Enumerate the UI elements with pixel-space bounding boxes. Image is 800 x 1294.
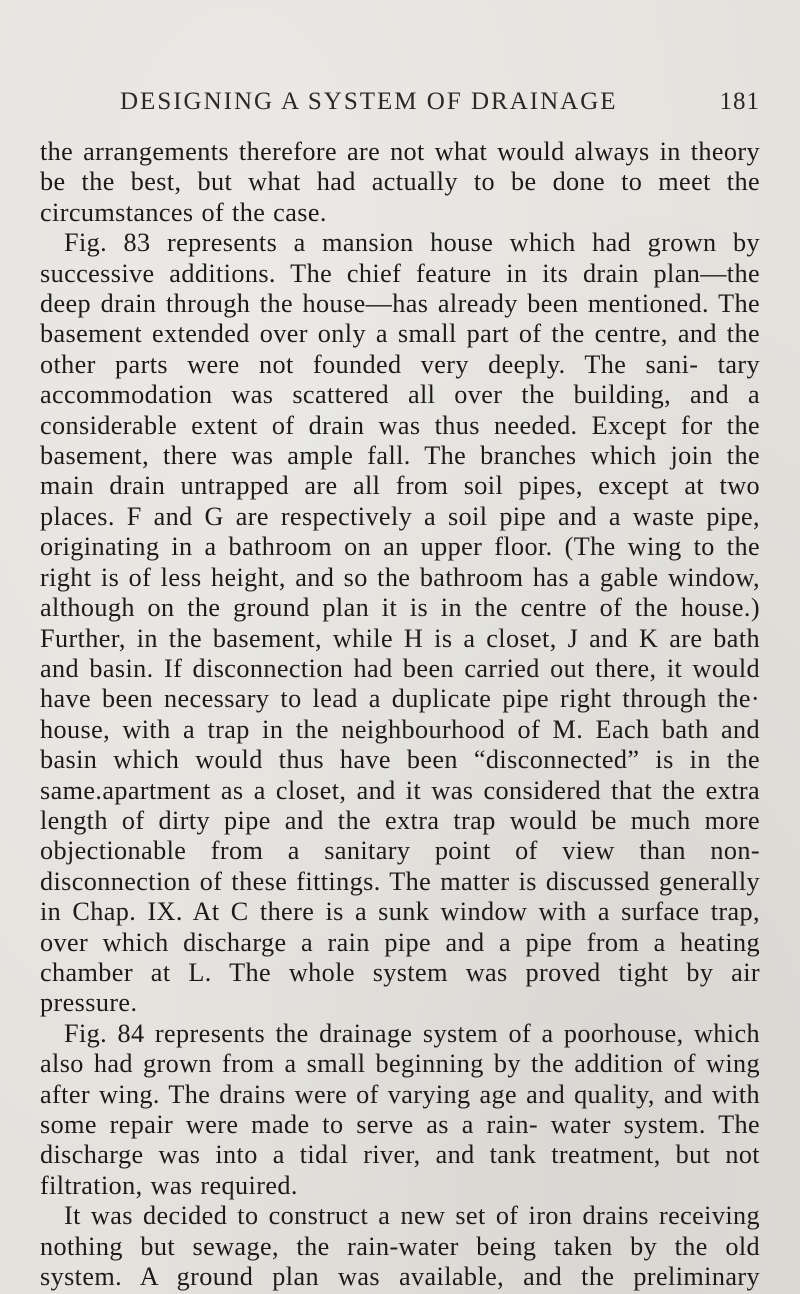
paragraph-3: Fig. 84 represents the drainage system of a poorhouse, which also had grown from a small beginning by the addition of wing after wing. The drains were of varying age and quality, and with some repair were made to serve as a rain- water system. The discharge was into a tidal river, and tank treatment, but not filtration, was required. bbox=[40, 1018, 760, 1200]
body-text bbox=[40, 137, 760, 1292]
paragraph-1: the arrangements therefore are not what would always in theory be the best, but what had actually to be done to meet the circumstances of the case. bbox=[40, 137, 760, 227]
paragraph-4: It was decided to construct a new set of iron drains receiving nothing but sewage, the rain-water being taken by the old system. A ground plan was available, and the preliminary bbox=[40, 1201, 760, 1292]
paragraph-2: Fig. 83 represents a mansion house which had grown by successive additions. The chief feature in its drain plan—the deep drain through the house—has already been mentioned. The basement extended over only a small part of the centre, and the other parts were not founded very deeply. The sani- tary accommodation was scattered all over the building, and a considerable extent of drain was thus needed. Except for the basement, there was ample fall. The branches which join the main drain untrapped are all from soil pipes, except at two places. F and G are respectively a soil pipe and a waste pipe, originating in a bathroom on an upper floor. (The wing to the right is of less height, and so the bathroom has a gable window, although on the ground plan it is in the centre of the house.) Further, in the basement, while H is a closet, J and K are bath and basin. If disconnection had been carried out there, it would have been necessary to lead a duplicate pipe right through the· house, with a trap in the neighbourhood of M. Each bath and basin which would thus have been “disconnected” is in the same.apartment as a closet, and it was considered that the extra length of dirty pipe and the extra trap would be much more objectionable from a sanitary point of view than non-disconnection of these fittings. The matter is discussed generally in Chap. IX. At C there is a sunk window with a surface trap, over which discharge a rain pipe and a pipe from a heating chamber at L. The whole system was proved tight by air pressure. bbox=[40, 228, 760, 1018]
running-head bbox=[120, 88, 760, 122]
page-number: 181 bbox=[719, 88, 760, 115]
running-title: DESIGNING A SYSTEM OF DRAINAGE bbox=[120, 88, 618, 115]
